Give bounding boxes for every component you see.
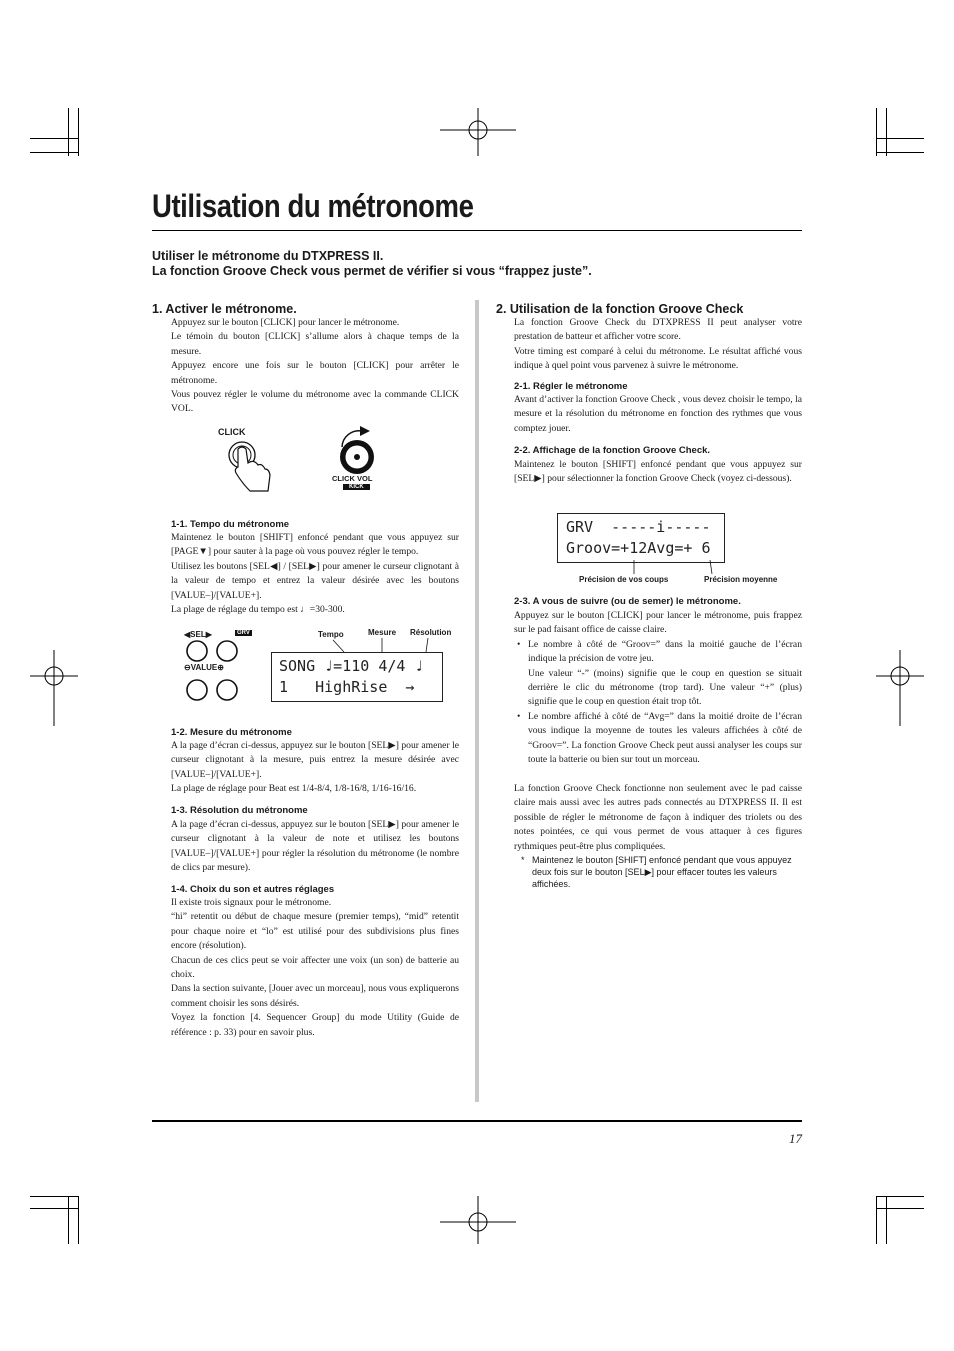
title-rule [152, 230, 802, 231]
registration-mark-icon [876, 650, 924, 726]
section-1-2-text: A la page d’écran ci-dessus, appuyez sur le bouton [SEL▶] pour amener le curseur clignotant à la mesure, puis entrez la mesure désirée avec [VALUE–]/[VALUE+]. La plage de réglage pour Beat est 1/4-8/4, 1/8-16/8, 1/16-16/16. [171, 740, 459, 795]
section-2-text: La fonction Groove Check du DTXPRESS II peut analyser votre prestation de batteur et afficher votre score. Votre timing est comparé à celui du métronome. Le résultat affiché vous indique à quel point vous parvenez à suivre le métronome. [514, 317, 802, 372]
intro-line-2: La fonction Groove Check vous permet de vérifier si vous “frappez juste”. [152, 264, 592, 278]
bullet-item: • Le nombre à côté de “Groov=” dans la moitié gauche de l’écran indique la précision de votre jeu. [517, 638, 802, 665]
section-1-heading: 1. Activer le métronome. [152, 302, 297, 316]
label-precision-coups: Précision de vos coups [579, 575, 669, 584]
bullet-item: • Le nombre affiché à côté de “Avg=” dans la moitié droite de l’écran vous indique la moyenne de toutes les valeurs affichées à côté de “Groov=”. La fonction Groove Check peut aussi analyser les coups sur toute la batterie ou bien sur tout un morceau. [517, 710, 802, 766]
section-1-4-heading: 1-4. Choix du son et autres réglages [171, 884, 335, 895]
note-mark: * [521, 855, 525, 865]
label-resolution: Résolution [410, 628, 452, 637]
section-2-2-text: Maintenez le bouton [SHIFT] enfoncé pendant que vous appuyez sur [SEL▶] pour sélectionner la fonction Groove Check (voyez ci-dessous). [514, 459, 802, 485]
groove-lcd-line-2: Groov=+12Avg=+ 6 [566, 539, 711, 557]
section-2-2-heading: 2-2. Affichage de la fonction Groove Check. [514, 445, 711, 456]
section-1-3-heading: 1-3. Résolution du métronome [171, 805, 308, 816]
section-2-1-text: Avant d’activer la fonction Groove Check , vous devez choisir le tempo, la mesure et la résolution du métronome en fonction des rythmes que vous comptez jouer. [514, 394, 802, 434]
section-1-3-text: A la page d’écran ci-dessus, appuyez sur le bouton [SEL▶] pour amener le curseur clignotant à la valeur de note et utilisez les boutons [VALUE–]/[VALUE+] pour régler la résolution du métronome (le nombre de clics par mesure). [171, 819, 459, 874]
registration-mark-icon [440, 108, 516, 156]
groove-lcd [557, 513, 725, 563]
intro-line-1: Utiliser le métronome du DTXPRESS II. [152, 249, 384, 263]
section-1-text: Appuyez sur le bouton [CLICK] pour lancer le métronome. Le témoin du bouton [CLICK] s’allume alors à chaque temps de la mesure. Appuyez encore une fois sur le bouton [CLICK] pour arrêter le métronome. Vous pouvez régler le volume du métronome avec la commande CLICK VOL. [171, 317, 459, 415]
value-label: ⊖VALUE⊕ [184, 663, 224, 672]
tempo-figure [180, 626, 460, 706]
section-2-1-heading: 2-1. Régler le métronome [514, 381, 628, 392]
page-number: 17 [789, 1131, 802, 1146]
groove-lcd-line-1: GRV -----i----- [566, 518, 711, 536]
groove-callout-lines [600, 560, 760, 576]
bottom-rule [152, 1120, 802, 1122]
sel-label: ◀SEL▶ [184, 630, 212, 639]
registration-mark-icon [440, 1196, 516, 1244]
registration-mark-icon [30, 650, 78, 726]
song-lcd [271, 652, 443, 702]
note-text: Maintenez le bouton [SHIFT] enfoncé pendant que vous appuyez deux fois sur le bouton [SEL▶] pour effacer toutes les valeurs affichées. [532, 855, 792, 889]
lcd-line-1: SONG ♩=110 4/4 ♩ [279, 657, 424, 675]
label-tempo: Tempo [318, 630, 344, 639]
grv-label: GRV [237, 630, 250, 636]
label-mesure: Mesure [368, 628, 397, 637]
click-figure [210, 425, 390, 495]
groove-paragraph: La fonction Groove Check fonctionne non seulement avec le pad caisse claire mais aussi avec les autres pads connectés au DTXPRESS II. Il est possible de régler le métronome de façon à indiquer des triolets ou des notes pointées, ce qui vous permet de vous attaquer à ces figures rythmiques peut-être plus compliquées. [514, 783, 802, 852]
click-vol-label: CLICK VOL [332, 474, 373, 483]
section-2-3-heading: 2-3. A vous de suivre (ou de semer) le métronome. [514, 596, 741, 607]
section-1-1-text: Maintenez le bouton [SHIFT] enfoncé pendant que vous appuyez sur [PAGE▼] pour sauter à la page où vous pouvez régler le tempo. Utilisez les boutons [SEL◀] / [SEL▶] pour amener le curseur clignotant à la valeur de tempo et entrez la valeur désirée avec les boutons [VALUE–]/[VALUE+]. La plage de réglage du tempo est ♩=30-300. [171, 532, 459, 616]
column-divider [475, 300, 479, 1102]
lcd-line-2: 1 HighRise → [279, 678, 415, 696]
click-label: CLICK [218, 427, 246, 437]
section-2-3-text: Appuyez sur le bouton [CLICK] pour lancer le métronome, puis frappez sur le pad faisant office de caisse claire. • Le nombre à côté de “Groov=” dans la moitié gauche de l’écran indique la précision de votre jeu. Une valeur “-” (moins) signifie que le coup en question se situait derrière le clic du métronome (trop tard). Une valeur “+” (plus) signifie que le coup en question était trop tôt. • Le nombre affiché à côté de “Avg=” dans la moitié droite de l’écran vous indique la moyenne de toutes les valeurs affichées à côté de “Groov=”. La fonction Groove Check peut aussi analyser les coups sur toute la batterie ou bien sur tout un morceau. [514, 609, 802, 767]
section-2-heading: 2. Utilisation de la fonction Groove Check [496, 302, 744, 316]
page-title: Utilisation du métronome [152, 188, 474, 224]
label-precision-moyenne: Précision moyenne [704, 575, 778, 584]
section-1-2-heading: 1-2. Mesure du métronome [171, 727, 292, 738]
hand-press-icon [220, 439, 280, 493]
kick-label: KICK [343, 484, 370, 490]
section-1-1-heading: 1-1. Tempo du métronome [171, 519, 290, 530]
section-1-4-text: Il existe trois signaux pour le métronome. “hi” retentit ou début de chaque mesure (premier temps), “mid” retentit pour chaque noire et “lo” est utilisé pour des subdivisions plus fines encore (résolution). Chacun de ces clics peut se voir affecter une voix (un son) de batterie au choix. Dans la section suivante, [Jouer avec un morceau], nous vous expliquerons comment choisir les sons désirés. Voyez la fonction [4. Sequencer Group] du mode Utility (Guide de référence : p. 33) pour en savoir plus. [171, 897, 459, 1038]
click-vol-knob-icon [332, 425, 382, 477]
